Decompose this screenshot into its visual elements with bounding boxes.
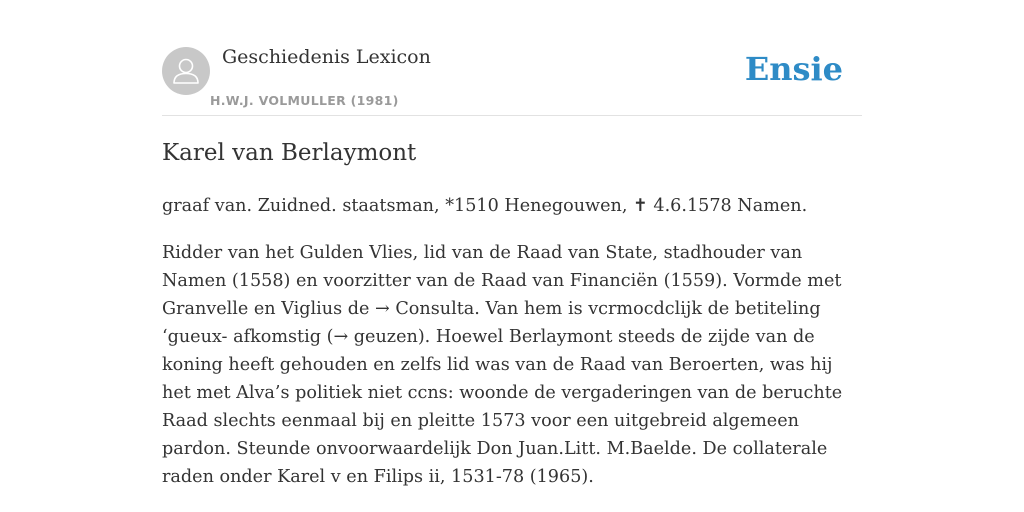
author-avatar[interactable] <box>162 47 210 95</box>
entry-title: Karel van Berlaymont <box>162 140 417 166</box>
ensie-logo[interactable]: Ensie <box>744 50 843 88</box>
header-divider <box>162 115 862 116</box>
source-title[interactable]: Geschiedenis Lexicon <box>222 46 431 68</box>
entry-body-paragraph: Ridder van het Gulden Vlies, lid van de Raad van State, stadhouder van Namen (1558) en voorzitter van de Raad van Financiën (1559). Vormde met Granvelle en Viglius de → Consulta. Van hem is vcrmocdclijk de betiteling ‘gueux- afkomstig (→ geuzen). Hoewel Berlaymont steeds de zijde van de koning heeft gehouden en zelfs lid was van de Raad van Beroerten, was hij het met Alva’s politiek niet ccns: woonde de vergaderingen van de beruchte Raad slechts eenmaal bij en pleitte 1573 voor een uitgebreid algemeen pardon. Steunde onvoorwaardelijk Don Juan.Litt. M.Baelde. De collaterale raden onder Karel v en Filips ii, 1531-78 (1965). <box>162 243 843 487</box>
entry-intro-paragraph: graaf van. Zuidned. staatsman, *1510 Henegouwen, ✝ 4.6.1578 Namen. <box>162 196 808 216</box>
source-author[interactable]: H.W.J. VOLMULLER (1981) <box>210 93 399 108</box>
user-icon <box>162 47 210 95</box>
